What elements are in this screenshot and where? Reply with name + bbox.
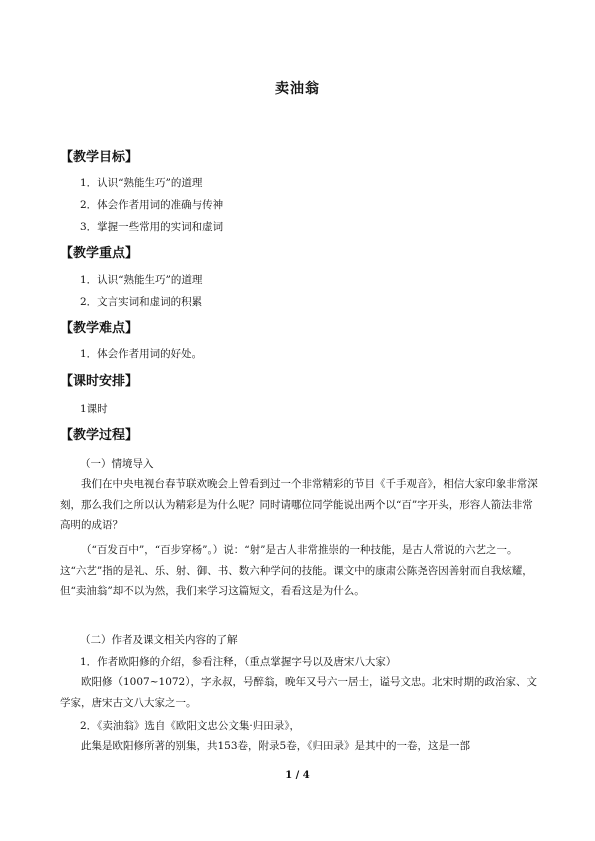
page-number: 1 / 4 (285, 770, 310, 781)
process-paragraph-1: 我们在中央电视台春节联欢晚会上曾看到过一个非常精彩的节目《千手观音》，相信大家印象非常深刻，那么我们之所以认为精彩是为什么呢？同时请哪位同学能说出两个以“百”字开头，形容人箭法非常高明的成语？ (60, 478, 538, 531)
document-title: 卖油翁 (275, 81, 320, 97)
goal-item-2: 2．体会作者用词的准确与传神 (80, 199, 224, 211)
heading-difficulties: 【教学难点】 (60, 321, 139, 336)
difficulty-item-1: 1．体会作者用词的好处。 (80, 348, 203, 360)
heading-teaching-goals: 【教学目标】 (60, 150, 139, 165)
process-subheading-1: （一）情境导入 (80, 458, 154, 470)
heading-process: 【教学过程】 (60, 428, 139, 443)
goal-item-3: 3．掌握一些常用的实词和虚词 (80, 221, 224, 233)
schedule-item-1: 1课时 (80, 403, 108, 415)
process-paragraph-3: 欧阳修（1007~1072），字永叔，号醉翁，晚年又号六一居士，谥号文忠。北宋时期的政治家、文学家，唐宋古文八大家之一。 (60, 676, 537, 709)
process-subheading-2: （二）作者及课文相关内容的了解 (80, 634, 238, 646)
key-point-item-2: 2．文言实词和虚词的积累 (80, 296, 203, 308)
heading-schedule: 【课时安排】 (60, 374, 139, 389)
key-point-item-1: 1．认识“熟能生巧”的道理 (80, 274, 203, 286)
heading-key-points: 【教学重点】 (60, 246, 139, 261)
process-line-1: 1．作者欧阳修的介绍，参看注释，（重点掌握字号以及唐宋八大家） (80, 656, 397, 668)
process-paragraph-2: （“百发百中”，“百步穿杨”。）说：“射”是古人非常推崇的一种技能，是古人常说的六艺之一。这“六艺”指的是礼、乐、射、御、书、数六种学问的技能。课文中的康肃公陈尧咨因善射而自我炫耀，但“卖油翁”却不以为然，我们来学习这篇短文，看看这是为什么。 (60, 544, 533, 597)
process-line-2: 2．《卖油翁》选自《欧阳文忠公文集·归田录》， (80, 720, 301, 732)
process-paragraph-4: 此集是欧阳修所著的别集，共153卷，附录5卷，《归田录》是其中的一卷，这是一部 (81, 740, 470, 752)
goal-item-1: 1．认识“熟能生巧”的道理 (80, 177, 203, 189)
